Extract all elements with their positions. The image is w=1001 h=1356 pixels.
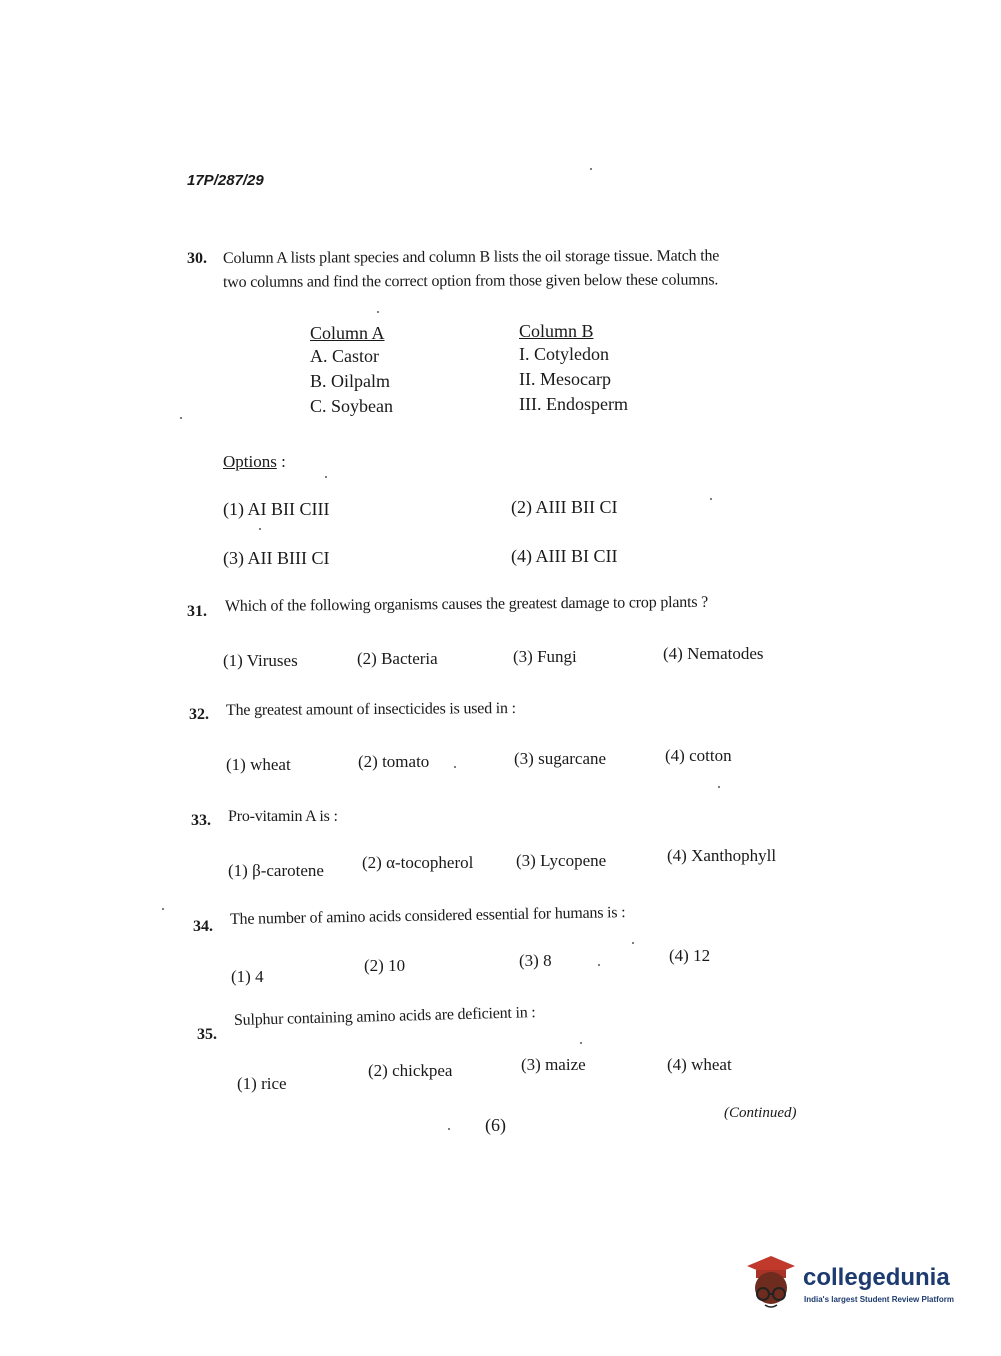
option-3: (3) AII BIII CI <box>223 548 330 568</box>
scan-speck <box>162 908 164 910</box>
option-1: (1) 4 <box>231 967 264 986</box>
scan-speck <box>259 528 261 530</box>
option-2: (2) 10 <box>364 956 406 975</box>
option-1: (1) rice <box>237 1074 287 1093</box>
exam-code: 17P/287/29 <box>187 172 264 189</box>
option-3: (3) sugarcane <box>514 749 607 768</box>
option-2: (2) α-tocopherol <box>362 853 474 872</box>
continued-label: (Continued) <box>724 1105 797 1121</box>
option-2: (2) chickpea <box>368 1061 453 1080</box>
column-a-item: A. Castor <box>310 346 379 366</box>
collegedunia-watermark <box>741 1250 966 1320</box>
question-number: 32. <box>189 706 209 723</box>
scan-speck <box>180 417 182 419</box>
question-number: 33. <box>191 812 211 829</box>
column-a-item: C. Soybean <box>310 396 393 416</box>
option-3: (3) maize <box>521 1055 586 1074</box>
option-4: (4) Nematodes <box>663 644 764 663</box>
question-number: 35. <box>197 1026 217 1043</box>
column-b <box>519 321 628 417</box>
scan-speck <box>377 311 379 313</box>
brand-name: collegedunia <box>803 1264 950 1291</box>
question-text-line2: two columns and find the correct option from those given below these columns. <box>222 271 719 291</box>
option-4: (4) AIII BI CII <box>511 546 618 566</box>
option-2: (2) tomato <box>358 752 430 771</box>
scan-speck <box>718 786 720 788</box>
option-2: (2) AIII BII CI <box>511 497 618 517</box>
page-number: (6) <box>485 1115 506 1135</box>
question-text: The number of amino acids considered essential for humans is : <box>229 904 626 928</box>
scan-speck <box>325 476 327 478</box>
scan-speck <box>710 498 712 500</box>
column-b-item: III. Endosperm <box>519 394 628 414</box>
column-a-item: B. Oilpalm <box>310 371 390 391</box>
option-4: (4) wheat <box>667 1055 732 1074</box>
question-number: 30. <box>187 250 207 267</box>
question-text-line1: Column A lists plant species and column B lists the oil storage tissue. Match the <box>222 247 720 267</box>
question-number: 31. <box>187 603 207 620</box>
scan-speck <box>598 964 600 966</box>
option-4: (4) 12 <box>669 946 711 965</box>
options-colon: : <box>281 452 286 471</box>
options-heading <box>223 452 286 472</box>
scan-speck <box>590 168 592 170</box>
option-1: (1) wheat <box>226 755 291 774</box>
scan-speck <box>580 1042 582 1044</box>
scan-speck <box>448 1128 450 1130</box>
question-text: Pro-vitamin A is : <box>228 808 338 825</box>
brand-tagline: India's largest Student Review Platform <box>804 1295 954 1304</box>
column-b-item: I. Cotyledon <box>519 344 609 364</box>
question-number: 34. <box>193 918 213 935</box>
student-mascot-icon <box>741 1252 801 1312</box>
option-3: (3) Lycopene <box>516 851 607 870</box>
options-label: Options <box>223 452 277 471</box>
option-1: (1) Viruses <box>223 651 298 670</box>
column-b-item: II. Mesocarp <box>519 369 611 389</box>
scan-speck <box>632 942 634 944</box>
column-a <box>310 323 393 419</box>
option-4: (4) Xanthophyll <box>667 846 777 865</box>
column-a-heading: Column A <box>310 323 385 343</box>
option-4: (4) cotton <box>665 746 732 765</box>
option-3: (3) 8 <box>519 951 552 970</box>
question-text: Which of the following organisms causes the greatest damage to crop plants ? <box>224 593 709 615</box>
scan-speck <box>454 766 456 768</box>
column-b-heading: Column B <box>519 321 594 341</box>
question-text: The greatest amount of insecticides is used in : <box>225 699 516 719</box>
option-3: (3) Fungi <box>513 647 577 666</box>
option-1: (1) AI BII CIII <box>223 499 330 519</box>
option-1: (1) β-carotene <box>228 861 324 880</box>
question-text: Sulphur containing amino acids are deficient in : <box>233 1004 536 1029</box>
option-2: (2) Bacteria <box>357 649 438 668</box>
